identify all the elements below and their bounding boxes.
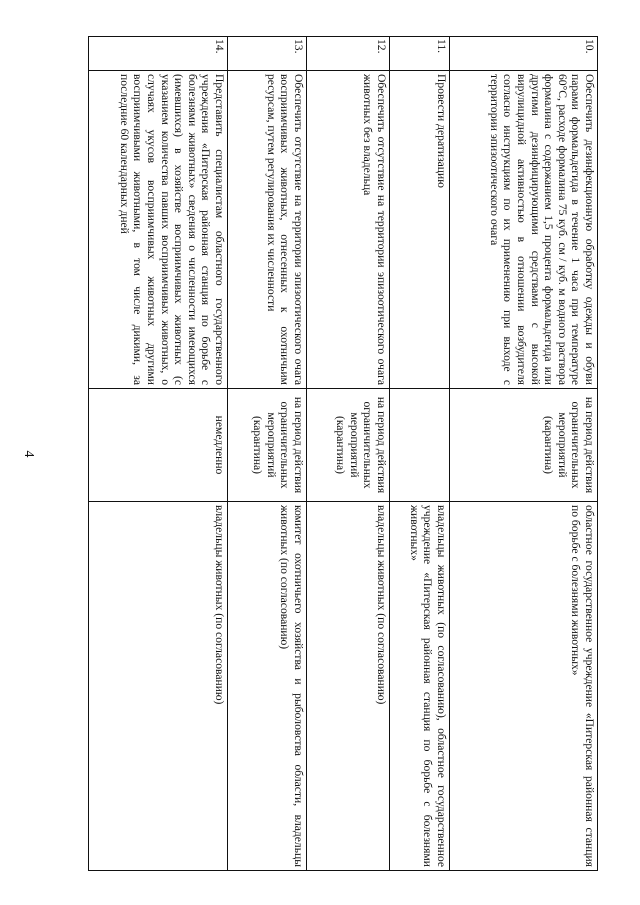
table-row-13: [228, 37, 307, 871]
measure-period: на период действия ограничительных мероприятий (карантина): [307, 389, 390, 502]
table-row-12: [307, 37, 390, 871]
measure-text: Представить специалистам областного государственного учреждения «Питерская районная станция по борьбе с болезнями животных» сведения о численности имеющихся (имевшихся) в хозяйстве восприимчивых животных (с указанием количества павших восприимчивых животных, о случаях укусов восприимчивых животных другими восприимчивыми животными, в том числе дикими, за последние 60 календарных дней: [89, 71, 228, 389]
row-number: 10.: [450, 37, 598, 71]
table-row-10: [450, 37, 598, 871]
measure-text: Провести дератизацию: [390, 71, 450, 389]
row-number: 12.: [307, 37, 390, 71]
page-number: 4: [21, 450, 36, 458]
measure-text: Обеспечить отсутствие на территории эпизоотического очага животных без владельца: [307, 71, 390, 389]
row-number: 11.: [390, 37, 450, 71]
row-number: 14.: [89, 37, 228, 71]
measure-period: на период действия ограничительных мероприятий (карантина): [450, 389, 598, 502]
measure-responsible: владельцы животных (по согласованию), областное государственное учреждение «Питерская районная станция по борьбе с болезнями животных»: [390, 502, 450, 871]
table-row-14: [89, 37, 228, 871]
measure-period: на период действия ограничительных мероприятий (карантина): [228, 389, 307, 502]
measure-responsible: комитет охотничьего хозяйства и рыболовства области, владельцы животных (по согласованию): [228, 502, 307, 871]
measure-responsible: владельцы животных (по согласованию): [307, 502, 390, 871]
measure-text: Обеспечить дезинфекционную обработку одежды и обуви парами формальдегида в течение 1 часа при температуре 60°С, расходе формалина 75 куб. см / куб. м водного раствора формалина с содержанием 1,5 процента формальдегида или другими дезинфицирующими средствами с высокой вирулицидной активностью в отношении возбудителя согласно инструкциям по их применению при выходе с территории эпизоотического очага: [450, 71, 598, 389]
measure-period: [390, 389, 450, 502]
row-number: 13.: [228, 37, 307, 71]
table-row-11: [390, 37, 450, 871]
rotated-table-container: [88, 36, 598, 870]
measure-responsible: областное государственное учреждение «Питерская районная станция по борьбе с болезнями животных»: [450, 502, 598, 871]
measures-table-wrapper: [88, 36, 598, 870]
measures-table: [88, 36, 598, 871]
measure-period: немедленно: [89, 389, 228, 502]
measure-responsible: владельцы животных (по согласованию): [89, 502, 228, 871]
measure-text: Обеспечить отсутствие на территории эпизоотического очага восприимчивых животных, отнесенных к охотничьим ресурсам, путем регулирования их численности: [228, 71, 307, 389]
